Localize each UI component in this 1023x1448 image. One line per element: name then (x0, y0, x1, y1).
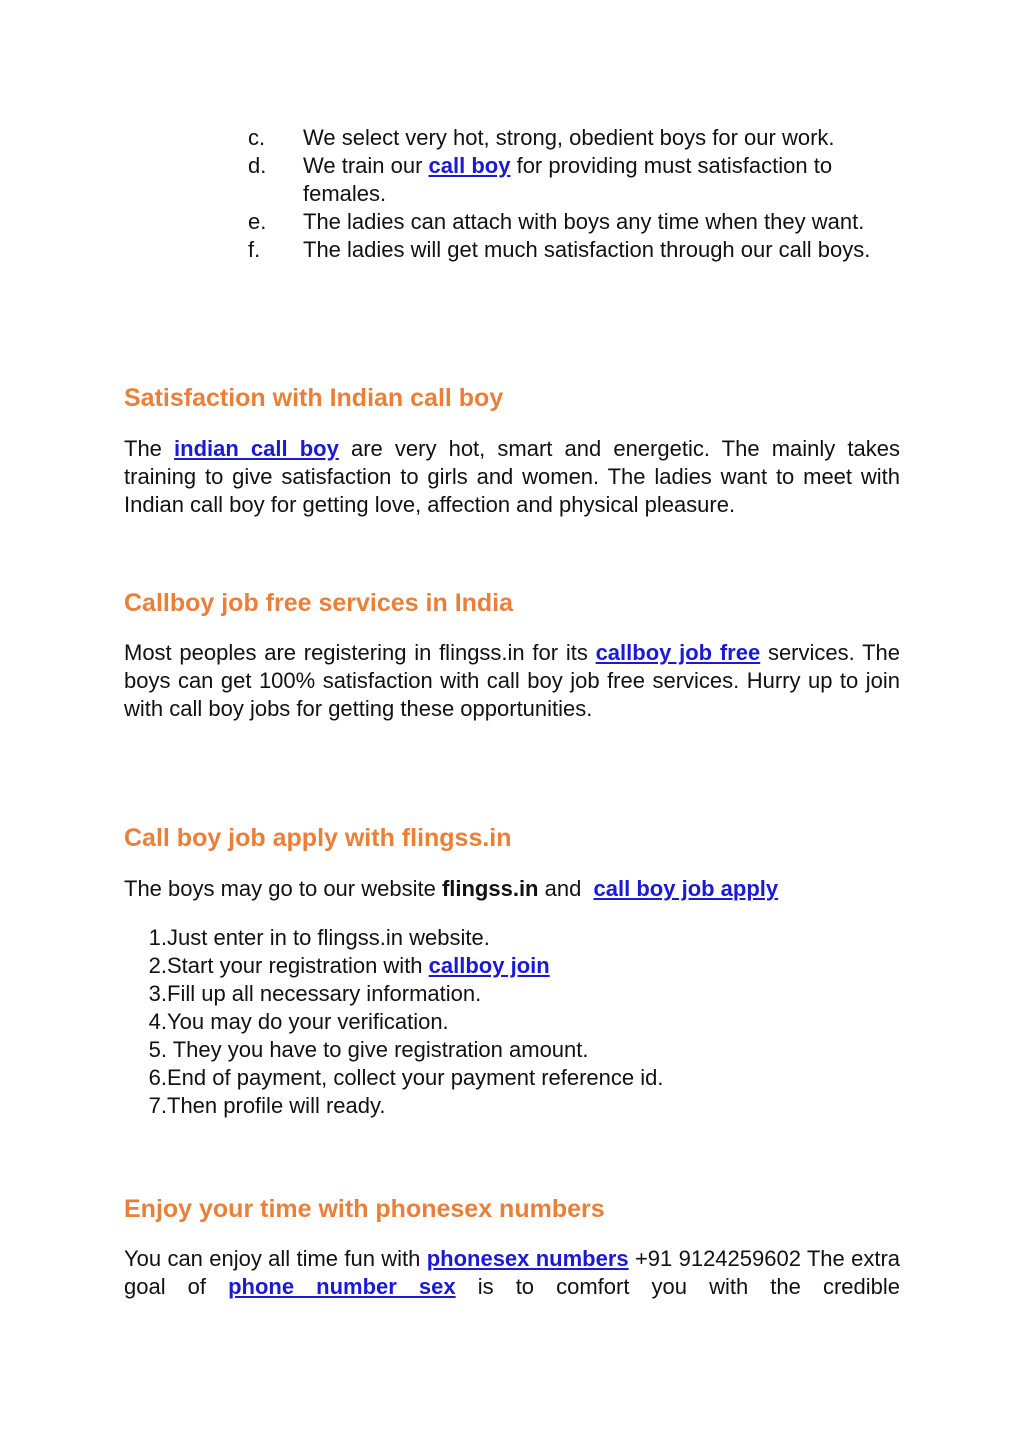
call-boy-link[interactable]: call boy (428, 153, 511, 178)
list-item-text: The ladies will get much satisfaction through our call boys. (303, 237, 871, 262)
section-paragraph-satisfaction (124, 435, 900, 519)
list-item (124, 1064, 900, 1092)
list-item-text (167, 952, 900, 980)
list-item (124, 1092, 900, 1120)
list-item (124, 1036, 900, 1064)
numbered-steps-list (124, 924, 900, 1120)
list-marker: f. (248, 237, 261, 262)
phone-number-sex-link[interactable]: phone number sex (228, 1274, 456, 1299)
phonesex-numbers-link[interactable]: phonesex numbers (426, 1246, 629, 1271)
text-span: The boys may go to our website (124, 876, 442, 901)
list-marker: 1. (148, 925, 167, 950)
list-item-text: They you have to give registration amount. (167, 1037, 589, 1062)
section-paragraph-callboy-job (124, 639, 900, 723)
list-item-text: Fill up all necessary information. (167, 981, 482, 1006)
text-span: for providing must satisfaction to females. (303, 153, 833, 206)
list-marker: 6. (148, 1065, 167, 1090)
list-marker: e. (248, 209, 267, 234)
list-item-text (303, 152, 908, 208)
section-heading-phonesex: Enjoy your time with phonesex numbers (124, 1195, 605, 1223)
website-name: flingss.in (441, 876, 539, 901)
list-marker: 5. (148, 1037, 167, 1062)
list-item (124, 980, 900, 1008)
section-heading-satisfaction: Satisfaction with Indian call boy (124, 384, 504, 412)
text-span: We train our (303, 153, 429, 178)
list-item (248, 236, 908, 264)
list-item (124, 952, 900, 980)
list-item (124, 1008, 900, 1036)
section-heading-job-apply: Call boy job apply with flingss.in (124, 824, 512, 852)
text-span: Start your registration with (167, 953, 429, 978)
list-item-text: Just enter in to flingss.in website. (167, 925, 490, 950)
list-marker: 4. (148, 1009, 167, 1034)
section-paragraph-phonesex (124, 1245, 900, 1301)
text-span: and (538, 876, 594, 901)
list-item-text: The ladies can attach with boys any time when they want. (303, 209, 865, 234)
text-span: are very hot, smart and energetic. The mainly takes training to give satisfaction to girls and women. The ladies want to meet with Indian call boy for getting love, affection and physical pleasure. (124, 436, 900, 517)
section-intro-job-apply (124, 875, 900, 903)
list-item (124, 924, 900, 952)
text-span: +91 9124259602 The extra goal of (124, 1246, 901, 1299)
list-item (248, 208, 908, 236)
callboy-job-free-link[interactable]: callboy job free (595, 640, 761, 665)
list-marker: 7. (148, 1093, 167, 1118)
call-boy-job-apply-link[interactable]: call boy job apply (593, 876, 779, 901)
text-span: is to comfort you with the credible (455, 1274, 901, 1299)
lettered-list (248, 124, 908, 264)
list-marker: 3. (148, 981, 167, 1006)
list-marker: c. (248, 125, 266, 150)
list-marker: d. (248, 153, 267, 178)
text-span: Most peoples are registering in flingss.in for its (124, 640, 596, 665)
list-item (248, 152, 908, 208)
list-item-text: Then profile will ready. (167, 1093, 386, 1118)
section-heading-callboy-job: Callboy job free services in India (124, 589, 514, 617)
list-item-text: You may do your verification. (167, 1009, 449, 1034)
callboy-join-link[interactable]: callboy join (428, 953, 550, 978)
list-item (248, 124, 908, 152)
list-item-text: We select very hot, strong, obedient boys for our work. (303, 125, 835, 150)
list-item-text: End of payment, collect your payment reference id. (167, 1065, 664, 1090)
indian-call-boy-link[interactable]: indian call boy (174, 436, 339, 461)
text-span: You can enjoy all time fun with (124, 1246, 427, 1271)
text-span: services. The boys can get 100% satisfaction with call boy job free services. Hurry up to join with call boy jobs for getting these opportunities. (124, 640, 900, 721)
text-span: The (124, 436, 175, 461)
list-marker: 2. (148, 953, 167, 978)
